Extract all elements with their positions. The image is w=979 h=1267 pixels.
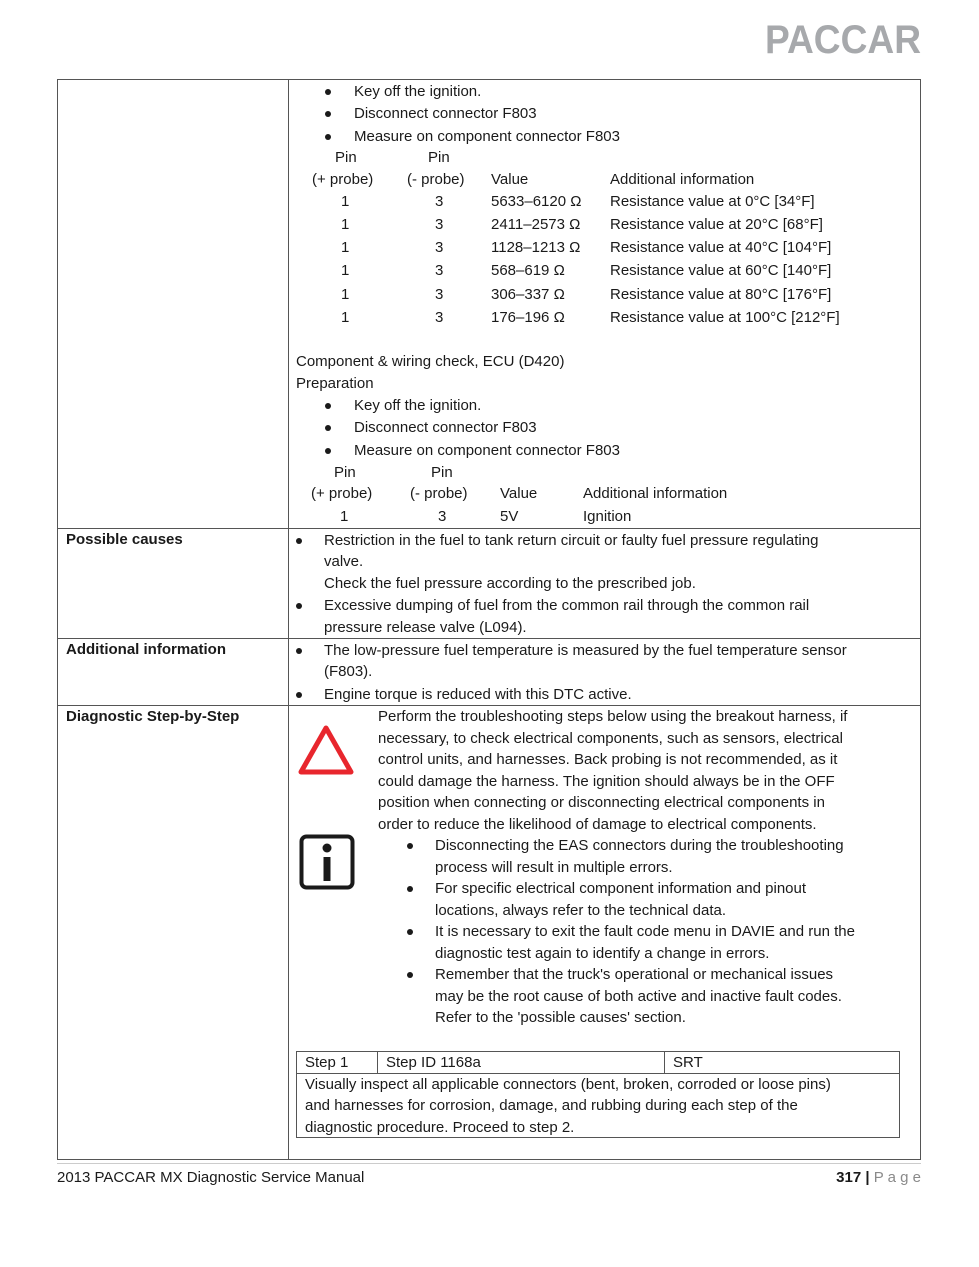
bullet — [296, 648, 302, 654]
bullet — [296, 692, 302, 698]
row-divider — [57, 705, 921, 706]
row-divider — [57, 638, 921, 639]
pin-minus: 3 — [435, 309, 444, 326]
pin-plus: 1 — [341, 239, 350, 256]
cause-text: valve. — [324, 553, 364, 570]
info-bullet-text: diagnostic test again to identify a change in errors. — [435, 945, 770, 962]
check2-bullet: Measure on component connector F803 — [354, 442, 620, 459]
bullet — [325, 403, 331, 409]
warning-text: Perform the troubleshooting steps below using the breakout harness, if — [378, 708, 848, 725]
step-body: Visually inspect all applicable connectors (bent, broken, corroded or loose pins) — [305, 1076, 831, 1093]
bullet — [407, 843, 413, 849]
step-body: and harnesses for corrosion, damage, and rubbing during each step of the — [305, 1097, 798, 1114]
resistance-info: Resistance value at 40°C [104°F] — [610, 239, 832, 256]
diagnostic-label: Diagnostic Step-by-Step — [66, 708, 240, 725]
resistance-value: 2411–2573 Ω — [491, 216, 581, 233]
pin-plus: 1 — [340, 508, 349, 525]
warning-text: order to reduce the likelihood of damage to electrical components. — [378, 816, 817, 833]
resistance-value: 306–337 Ω — [491, 286, 565, 303]
pin-header: Pin — [431, 464, 453, 481]
bullet — [407, 972, 413, 978]
warning-triangle-icon — [298, 724, 354, 776]
warning-text: control units, and harnesses. Back probing is not recommended, as it — [378, 751, 838, 768]
value-header: Value — [491, 171, 529, 188]
pin-minus: 3 — [438, 508, 447, 525]
check2-bullet: Disconnect connector F803 — [354, 419, 537, 436]
bullet — [325, 89, 331, 95]
pin-minus: 3 — [435, 239, 444, 256]
info-bullet-text: It is necessary to exit the fault code menu in DAVIE and run the — [435, 923, 855, 940]
cause-text: Excessive dumping of fuel from the common rail through the common rail — [324, 597, 810, 614]
footer-rule — [57, 1163, 921, 1164]
plus-probe-header: (+ probe) — [311, 485, 373, 502]
resistance-info: Resistance value at 60°C [140°F] — [610, 262, 832, 279]
plus-probe-header: (+ probe) — [312, 171, 374, 188]
paccar-logo — [765, 20, 921, 56]
pin-plus: 1 — [341, 262, 350, 279]
bullet — [325, 134, 331, 140]
info-header: Additional information — [610, 171, 755, 188]
column-divider — [288, 79, 289, 1160]
step-cell-divider — [377, 1051, 378, 1073]
bullet — [325, 111, 331, 117]
cause-text: Check the fuel pressure according to the prescribed job. — [324, 575, 696, 592]
pin-minus: 3 — [435, 286, 444, 303]
check1-bullet: Measure on component connector F803 — [354, 128, 620, 145]
info-bullet-text: process will result in multiple errors. — [435, 859, 673, 876]
resistance-value: 568–619 Ω — [491, 262, 565, 279]
pin-minus: 3 — [435, 193, 444, 210]
pin-plus: 1 — [341, 216, 350, 233]
pin-header: Pin — [428, 149, 450, 166]
value-header: Value — [500, 485, 538, 502]
warning-text: could damage the harness. The ignition should always be in the OFF — [378, 773, 835, 790]
check2-bullet: Key off the ignition. — [354, 397, 482, 414]
info-bullet-text: Refer to the 'possible causes' section. — [435, 1009, 686, 1026]
logo-text: PACCAR — [765, 20, 921, 56]
voltage-value: 5V — [500, 508, 519, 525]
preparation-label: Preparation — [296, 375, 374, 392]
bullet — [407, 886, 413, 892]
bullet — [407, 929, 413, 935]
pin-plus: 1 — [341, 286, 350, 303]
resistance-info: Resistance value at 0°C [34°F] — [610, 193, 815, 210]
info-icon — [299, 834, 355, 890]
bullet — [325, 425, 331, 431]
pin-minus: 3 — [435, 262, 444, 279]
warning-text: necessary, to check electrical components, such as sensors, electrical — [378, 730, 843, 747]
step-body: diagnostic procedure. Proceed to step 2. — [305, 1119, 575, 1136]
footer-manual-title: 2013 PACCAR MX Diagnostic Service Manual — [57, 1169, 365, 1186]
info-header: Additional information — [583, 485, 728, 502]
pin-plus: 1 — [341, 193, 350, 210]
step-row-divider — [296, 1073, 900, 1074]
page-word: P a g e — [873, 1169, 921, 1186]
info-bullet-text: locations, always refer to the technical data. — [435, 902, 726, 919]
page-number: 317 — [836, 1169, 862, 1186]
info-text: (F803). — [324, 663, 373, 680]
cause-text: Restriction in the fuel to tank return circuit or faulty fuel pressure regulating — [324, 532, 819, 549]
check1-bullet: Key off the ignition. — [354, 83, 482, 100]
info-bullet-text: Remember that the truck's operational or mechanical issues — [435, 966, 834, 983]
info-bullet-text: For specific electrical component information and pinout — [435, 880, 807, 897]
resistance-info: Resistance value at 100°C [212°F] — [610, 309, 840, 326]
step-cell-divider — [664, 1051, 665, 1073]
footer-page — [836, 1168, 921, 1188]
pin-header: Pin — [335, 149, 357, 166]
step-label: Step 1 — [305, 1054, 349, 1071]
cause-text: pressure release valve (L094). — [324, 619, 527, 636]
possible-causes-label: Possible causes — [66, 531, 183, 548]
pin-plus: 1 — [341, 309, 350, 326]
pin-minus: 3 — [435, 216, 444, 233]
info-text: The low-pressure fuel temperature is measured by the fuel temperature sensor — [324, 642, 847, 659]
additional-information-label: Additional information — [66, 641, 226, 658]
info-text: Engine torque is reduced with this DTC active. — [324, 686, 632, 703]
bullet — [296, 603, 302, 609]
info-bullet-text: may be the root cause of both active and inactive fault codes. — [435, 988, 842, 1005]
bullet — [325, 448, 331, 454]
row-divider — [57, 528, 921, 529]
minus-probe-header: (- probe) — [407, 171, 465, 188]
resistance-value: 5633–6120 Ω — [491, 193, 582, 210]
voltage-info: Ignition — [583, 508, 632, 525]
resistance-info: Resistance value at 20°C [68°F] — [610, 216, 823, 233]
check1-bullet: Disconnect connector F803 — [354, 105, 537, 122]
resistance-value: 1128–1213 Ω — [491, 239, 581, 256]
bullet — [296, 538, 302, 544]
info-bullet-text: Disconnecting the EAS connectors during the troubleshooting — [435, 837, 844, 854]
resistance-info: Resistance value at 80°C [176°F] — [610, 286, 832, 303]
minus-probe-header: (- probe) — [410, 485, 468, 502]
srt-label: SRT — [673, 1054, 703, 1071]
warning-text: position when connecting or disconnecting electrical components in — [378, 794, 825, 811]
step-id: Step ID 1168a — [386, 1054, 481, 1071]
check2-title: Component & wiring check, ECU (D420) — [296, 353, 565, 370]
page-separator: | — [865, 1169, 870, 1186]
resistance-value: 176–196 Ω — [491, 309, 565, 326]
pin-header: Pin — [334, 464, 356, 481]
